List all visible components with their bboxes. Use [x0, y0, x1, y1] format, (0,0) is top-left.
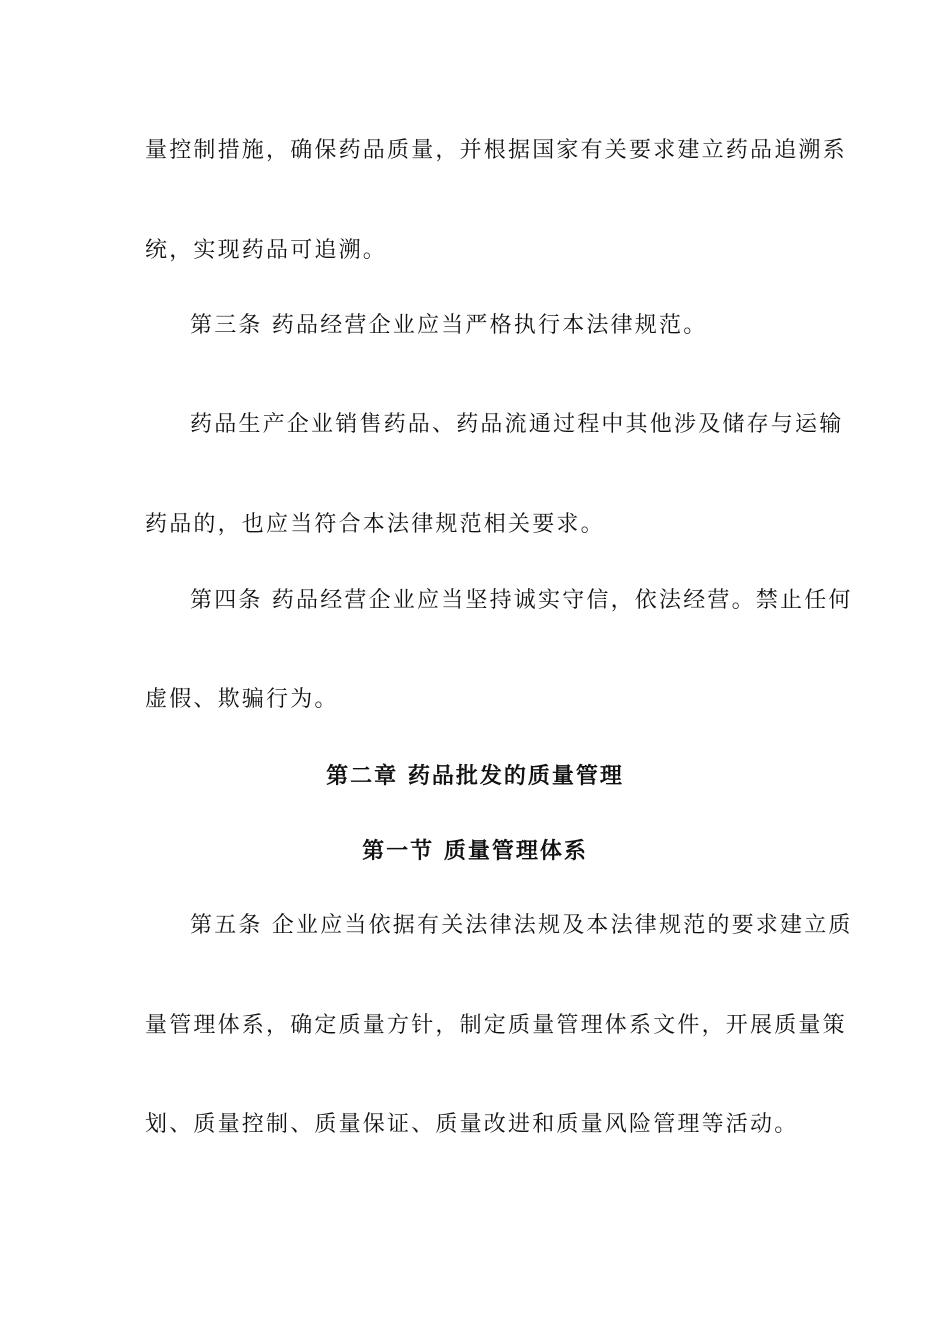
body-text-line: 虚假、欺骗行为。 — [145, 687, 339, 712]
body-text-line: 量控制措施，确保药品质量，并根据国家有关要求建立药品追溯系 — [145, 138, 847, 163]
article-4-text: 第四条 药品经营企业应当坚持诚实守信，依法经营。禁止任何 — [190, 588, 853, 613]
article-3-text: 第三条 药品经营企业应当严格执行本法律规范。 — [190, 313, 708, 338]
section-heading: 第一节 质量管理体系 — [362, 838, 588, 864]
body-text-line: 划、质量控制、质量保证、质量改进和质量风险管理等活动。 — [145, 1112, 799, 1137]
body-text-line: 药品生产企业销售药品、药品流通过程中其他涉及储存与运输 — [190, 412, 844, 437]
body-text-line: 统，实现药品可追溯。 — [145, 238, 388, 263]
chapter-heading: 第二章 药品批发的质量管理 — [326, 763, 624, 789]
article-5-text: 第五条 企业应当依据有关法律法规及本法律规范的要求建立质 — [190, 913, 853, 938]
body-text-line: 药品的，也应当符合本法律规范相关要求。 — [145, 512, 605, 537]
body-text-line: 量管理体系，确定质量方针，制定质量管理体系文件，开展质量策 — [145, 1013, 847, 1038]
